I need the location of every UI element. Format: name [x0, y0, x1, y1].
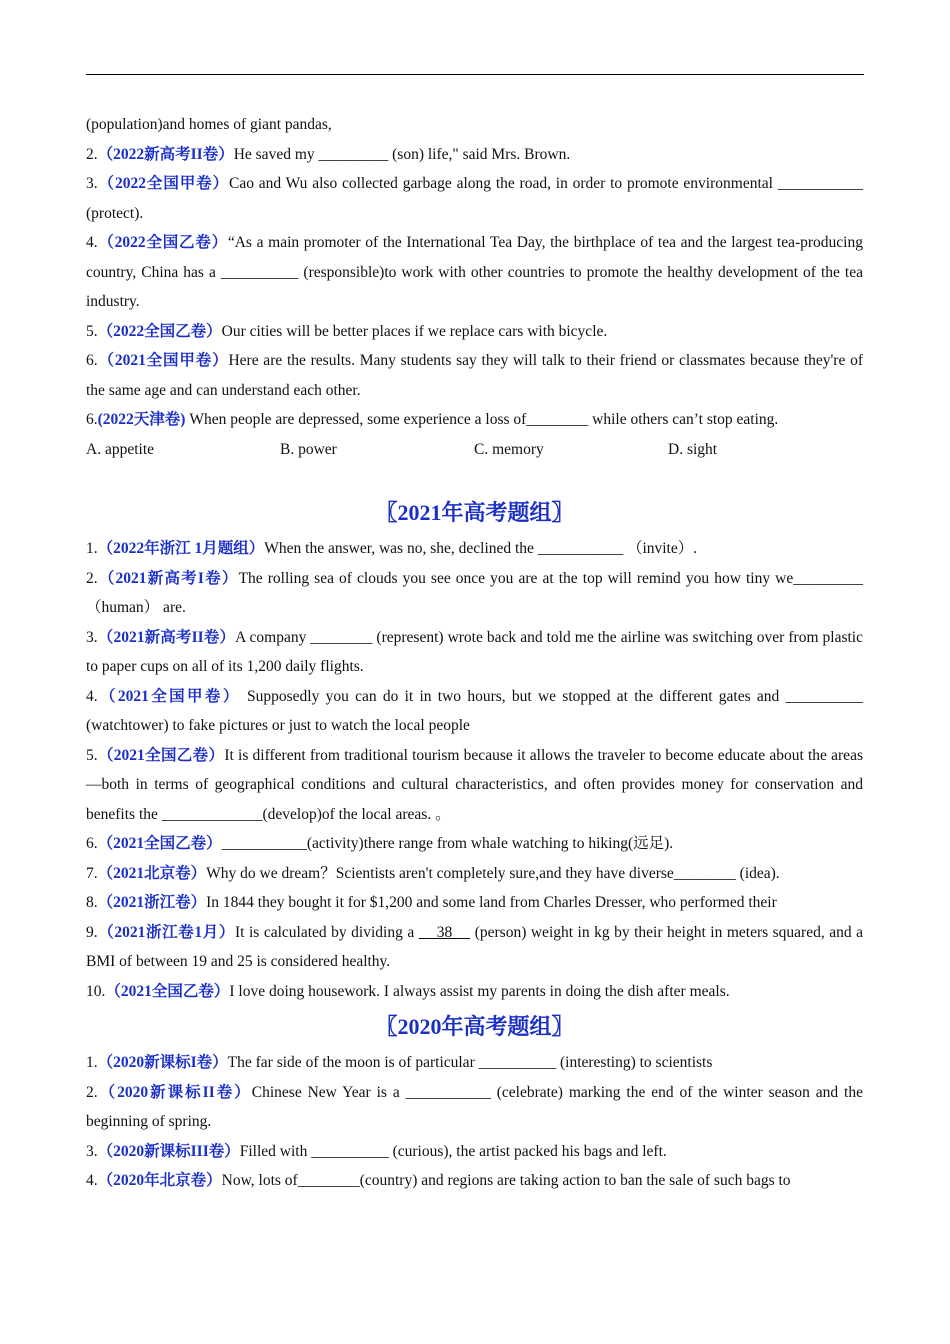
option-a: A. appetite [86, 440, 155, 458]
source-tag: （2021全国乙卷） [97, 835, 222, 852]
source-tag: （2021浙江卷） [97, 894, 207, 911]
question-2021-9: 9.（2021浙江卷1月）It is calculated by dividing a 38 (person) weight in kg by their height in meters squared, and a BMI of between 19 and 25 is considered healthy. [86, 923, 863, 970]
source-tag: （2021全国乙卷） [97, 746, 225, 764]
question-2021-10: 10.（2021全国乙卷）I love doing housework. I always assist my parents in doing the dish after meals. [86, 982, 730, 1000]
question-2020-3: 3.（2020新课标III卷）Filled with __________ (curious), the artist packed his bags and left. [86, 1142, 667, 1160]
question-2021-4: 4.（2021全国甲卷） Supposedly you can do it in two hours, but we stopped at the different gates and __________ (watchtower) to fake pictures or just to watch the local people [86, 687, 864, 734]
question-2021-2: 2.（2021新高考I卷）The rolling sea of clouds you see once you are at the top will remind you how tiny we_________（human） are. [86, 569, 863, 616]
question-2021-6: 6.（2021全国乙卷）___________(activity)there range from whale watching to hiking(远足). [86, 835, 674, 852]
section-heading-2020: 〖2020年高考题组〗 [375, 1014, 574, 1039]
filled-blank: 38 [418, 923, 471, 941]
question-2020-1: 1.（2020新课标I卷）The far side of the moon is of particular __________ (interesting) to scientists [86, 1054, 713, 1071]
question-2021-3: 3.（2021新高考II卷）A company ________ (represent) wrote back and told me the airline was switching over from plastic to paper cups on all of its 1,200 daily flights. [86, 628, 863, 675]
source-tag: （2021全国甲卷） [97, 352, 229, 369]
question-2021-8: 8.（2021浙江卷）In 1844 they bought it for $1,200 and some land from Charles Dresser, who performed their [86, 894, 777, 911]
question-2020-4: 4.（2020年北京卷）Now, lots of________(country) and regions are taking action to ban the sale of such bags to [86, 1172, 791, 1189]
document-body [86, 110, 863, 1196]
question-2021-7: 7.（2021北京卷）Why do we dream？Scientists aren't completely sure,and they have diverse________ (idea). [86, 864, 780, 882]
source-tag: （2022新高考II卷） [97, 145, 234, 163]
top-fragment: (population)and homes of giant pandas, [86, 116, 332, 133]
option-d: D. sight [668, 440, 718, 458]
source-tag: （2020新课标II卷） [97, 1083, 252, 1101]
source-tag: （2021新高考II卷） [97, 628, 236, 646]
question-a3: 3.（2022全国甲卷）Cao and Wu also collected garbage along the road, in order to promote environmental ___________ (protect). [86, 175, 863, 222]
source-tag: （2020新课标I卷） [97, 1054, 228, 1071]
source-tag: （2022全国甲卷） [97, 175, 230, 192]
option-c: C. memory [474, 440, 544, 458]
source-tag: （2021浙江卷1月） [97, 923, 236, 941]
question-a6b: 6.(2022天津卷) When people are depressed, some experience a loss of________ while others can’t stop eating. [86, 411, 779, 428]
question-2021-5: 5.（2021全国乙卷）It is different from traditional tourism because it allows the traveler to become educate about the areas—both in terms of geographical conditions and cultural characteristics, and often provides money for conservation and benefits the _____________(develop)of the local areas. 。 [86, 746, 863, 823]
source-tag: （2021全国乙卷） [105, 982, 230, 1000]
source-tag: （2022全国乙卷） [97, 234, 228, 251]
question-a4: 4.（2022全国乙卷）“As a main promoter of the International Tea Day, the birthplace of tea and the largest tea-producing country, China has a __________ (responsible)to work with other countries to promote the healthy development of the tea industry. [86, 234, 863, 310]
source-tag: (2022天津卷) [97, 411, 186, 428]
question-a6: 6.（2021全国甲卷）Here are the results. Many students say they will talk to their friend or classmates because they're of the same age and can understand each other. [86, 352, 863, 399]
question-2020-2: 2.（2020新课标II卷）Chinese New Year is a ___________ (celebrate) marking the end of the winter season and the beginning of spring. [86, 1083, 863, 1130]
source-tag: （2021新高考I卷） [97, 569, 239, 587]
source-tag: （2020年北京卷） [97, 1172, 222, 1189]
header-rule [86, 74, 864, 75]
answer-options [86, 435, 863, 465]
source-tag: （2022年浙江 1月题组） [97, 540, 265, 557]
source-tag: （2021北京卷） [97, 864, 207, 882]
source-tag: （2021全国甲卷） [97, 687, 241, 705]
section-heading-2021: 〖2021年高考题组〗 [375, 500, 574, 525]
question-a2: 2.（2022新高考II卷）He saved my _________ (son) life," said Mrs. Brown. [86, 145, 571, 163]
question-a5: 5.（2022全国乙卷）Our cities will be better places if we replace cars with bicycle. [86, 322, 608, 340]
question-2021-1: 1.（2022年浙江 1月题组）When the answer, was no, she, declined the ___________ （invite）. [86, 540, 698, 557]
source-tag: （2022全国乙卷） [97, 322, 222, 340]
source-tag: （2020新课标III卷） [97, 1142, 240, 1160]
option-b: B. power [280, 440, 337, 458]
